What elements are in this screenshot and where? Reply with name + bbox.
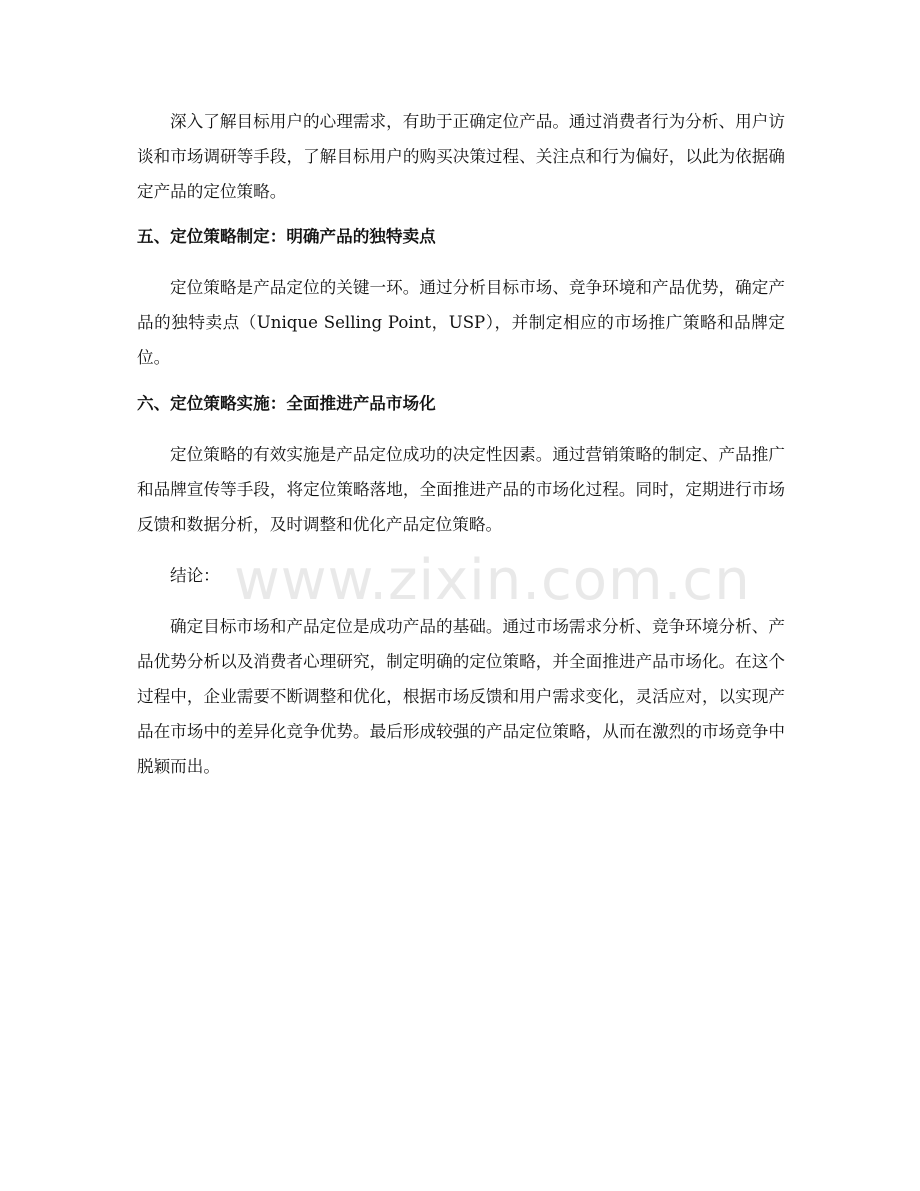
section-heading-5: 五、定位策略制定：明确产品的独特卖点 — [137, 227, 436, 246]
paragraph-conclusion: 确定目标市场和产品定位是成功产品的基础。通过市场需求分析、竞争环境分析、产品优势分析以及消费者心理研究，制定明确的定位策略，并全面推进产品市场化。在这个过程中，企业需要不断调整和优化，根据市场反馈和用户需求变化，灵活应对，以实现产品在市场中的差异化竞争优势。最后形成较强的产品定位策略，从而在激烈的市场竞争中脱颖而出。 — [137, 617, 785, 776]
watermark: www.zixin.com.cn — [234, 548, 751, 613]
conclusion-label: 结论： — [170, 566, 220, 585]
paragraph-user-psychology: 深入了解目标用户的心理需求，有助于正确定位产品。通过消费者行为分析、用户访谈和市场调研等手段，了解目标用户的购买决策过程、关注点和行为偏好，以此为依据确定产品的定位策略。 — [137, 112, 785, 201]
paragraph-positioning-strategy: 定位策略是产品定位的关键一环。通过分析目标市场、竞争环境和产品优势，确定产品的独特卖点（Unique Selling Point，USP），并制定相应的市场推广策略和品牌定位。 — [137, 278, 785, 367]
document-body — [137, 104, 785, 784]
paragraph-strategy-implementation: 定位策略的有效实施是产品定位成功的决定性因素。通过营销策略的制定、产品推广和品牌宣传等手段，将定位策略落地，全面推进产品的市场化过程。同时，定期进行市场反馈和数据分析，及时调整和优化产品定位策略。 — [137, 445, 785, 534]
section-heading-6: 六、定位策略实施：全面推进产品市场化 — [137, 394, 436, 413]
